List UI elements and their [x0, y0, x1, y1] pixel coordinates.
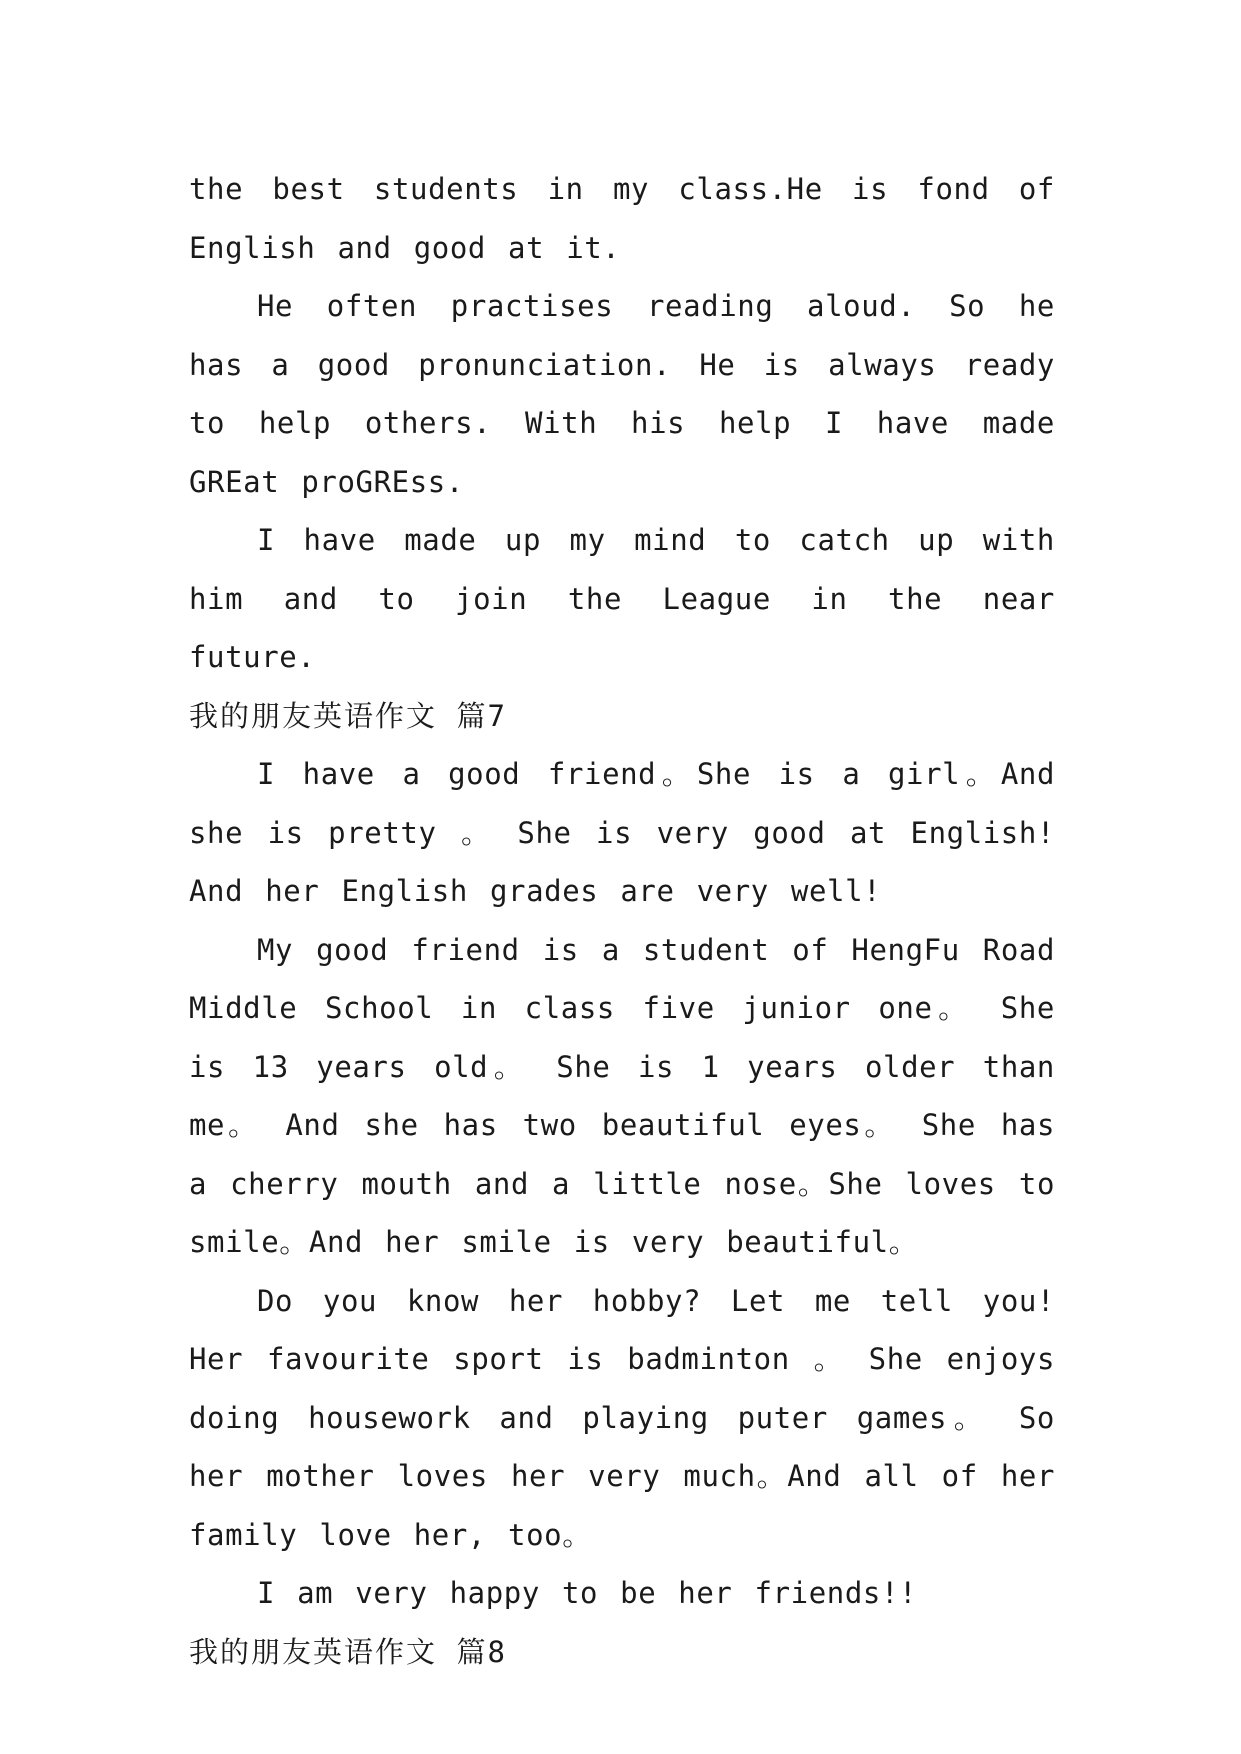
- section-heading: 我的朋友英语作文 篇7: [189, 698, 507, 733]
- paragraph: Do you know her hobby? Let me tell you! Her favourite sport is badminton 。 She enjoys doing housework and playing puter games。 So her mother loves her very much。And all of her family love her, too。: [189, 1283, 1055, 1552]
- document-body: [189, 160, 1055, 1681]
- paragraph: the best students in my class.He is fond of English and good at it.: [189, 172, 1055, 265]
- paragraph: My good friend is a student of HengFu Road Middle School in class five junior one。 She is 13 years old。 She is 1 years older than me。 And she has two beautiful eyes。 She has a cherry mouth and a little nose。She loves to smile。And her smile is very beautiful。: [189, 932, 1055, 1259]
- paragraph: I have made up my mind to catch up with him and to join the League in the near future.: [189, 523, 1055, 674]
- section-heading: 我的朋友英语作文 篇8: [189, 1634, 507, 1669]
- paragraph: I have a good friend。She is a girl。And she is pretty 。 She is very good at English! And her English grades are very well!: [189, 757, 1055, 908]
- paragraph: He often practises reading aloud. So he has a good pronunciation. He is always ready to help others. With his help I have made GREat proGREss.: [189, 289, 1055, 499]
- paragraph: I am very happy to be her friends!!: [257, 1576, 918, 1610]
